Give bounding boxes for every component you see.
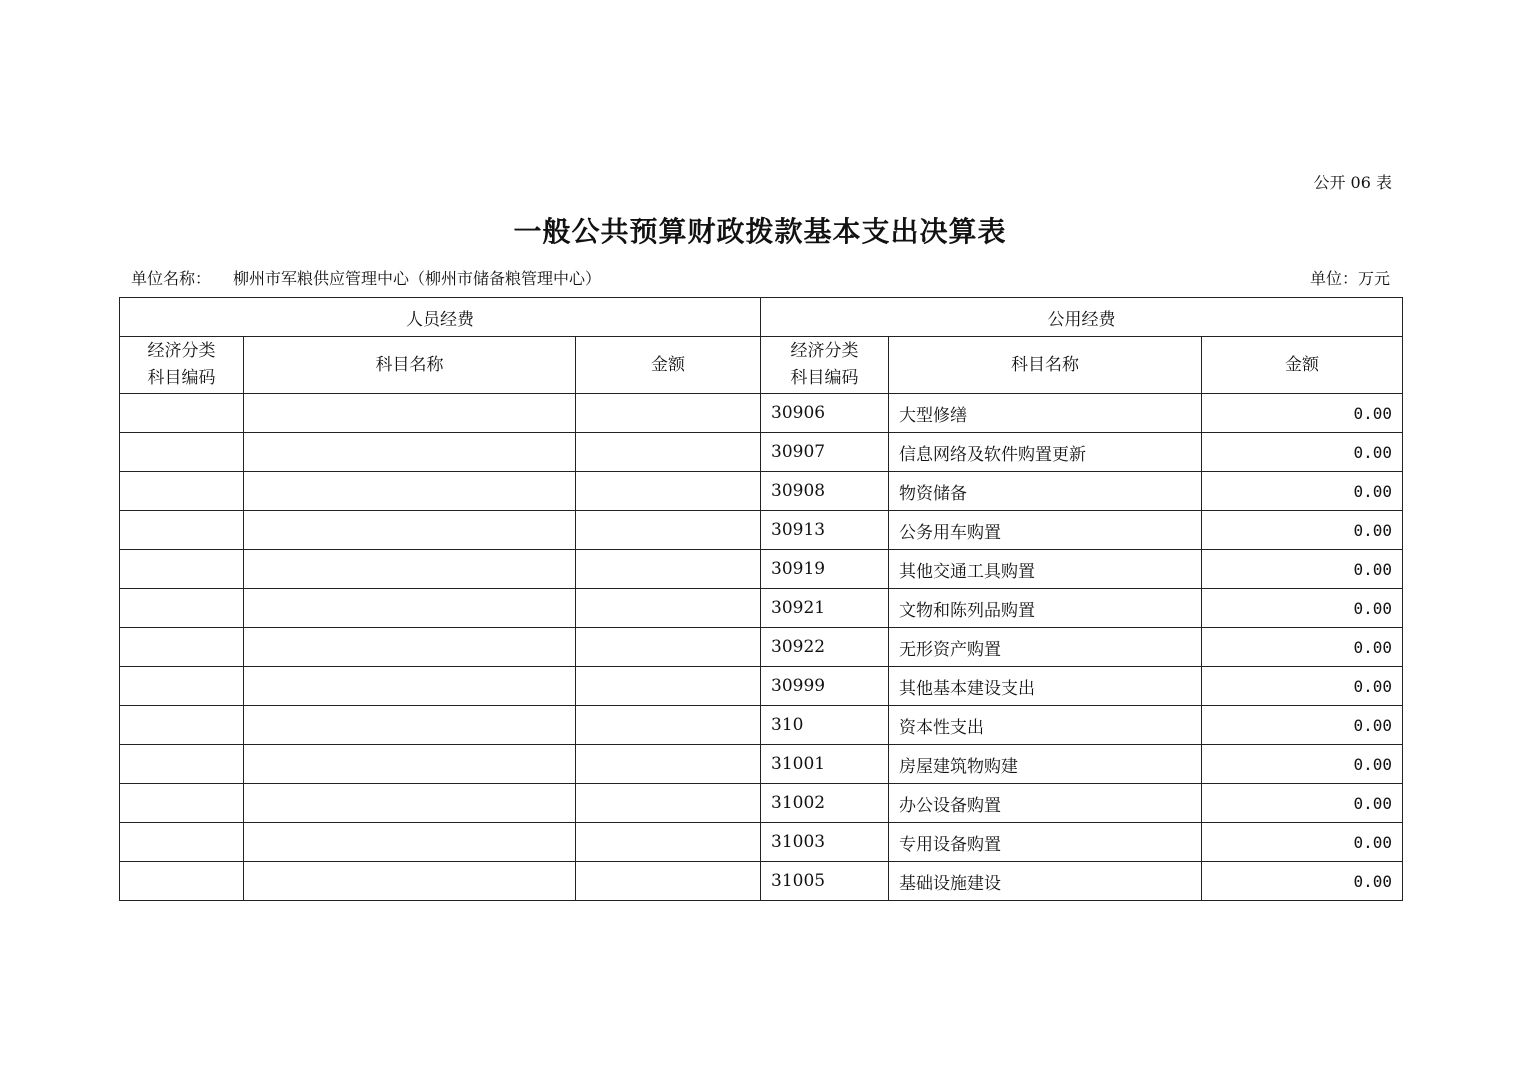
table-row <box>120 706 1403 745</box>
personnel-amount-cell <box>576 862 761 901</box>
table-row <box>120 862 1403 901</box>
public-name-cell: 无形资产购置 <box>889 628 1202 667</box>
code-header-line2: 科目编码 <box>790 368 859 388</box>
personnel-amount-cell <box>576 628 761 667</box>
unit-name-value: 柳州市军粮供应管理中心（柳州市储备粮管理中心） <box>233 269 602 288</box>
public-code-cell: 310 <box>761 706 889 745</box>
personnel-name-cell <box>244 823 576 862</box>
public-code-cell: 30921 <box>761 589 889 628</box>
public-code-cell: 30908 <box>761 472 889 511</box>
personnel-code-cell <box>120 550 244 589</box>
personnel-amount-cell <box>576 823 761 862</box>
personnel-code-cell <box>120 862 244 901</box>
table-row <box>120 550 1403 589</box>
public-name-cell: 办公设备购置 <box>889 784 1202 823</box>
personnel-code-cell <box>120 472 244 511</box>
personnel-name-cell <box>244 628 576 667</box>
public-name-cell: 文物和陈列品购置 <box>889 589 1202 628</box>
public-name-cell: 房屋建筑物购建 <box>889 745 1202 784</box>
personnel-name-cell <box>244 589 576 628</box>
public-name-cell: 信息网络及软件购置更新 <box>889 433 1202 472</box>
personnel-code-cell <box>120 784 244 823</box>
public-code-cell: 30922 <box>761 628 889 667</box>
personnel-name-cell <box>244 550 576 589</box>
public-code-cell: 31005 <box>761 862 889 901</box>
code-header-line1: 经济分类 <box>147 341 216 361</box>
personnel-amount-cell <box>576 472 761 511</box>
public-amount-cell: 0.00 <box>1202 862 1403 901</box>
public-code-header <box>761 337 889 394</box>
table-row <box>120 433 1403 472</box>
currency-unit: 单位：万元 <box>1309 269 1390 288</box>
personnel-amount-cell <box>576 589 761 628</box>
public-expense-header: 公用经费 <box>761 298 1403 337</box>
public-amount-cell: 0.00 <box>1202 589 1403 628</box>
public-name-header: 科目名称 <box>889 337 1202 394</box>
public-name-cell: 物资储备 <box>889 472 1202 511</box>
personnel-code-cell <box>120 589 244 628</box>
public-name-cell: 公务用车购置 <box>889 511 1202 550</box>
budget-table <box>119 297 1403 901</box>
personnel-amount-cell <box>576 706 761 745</box>
public-amount-cell: 0.00 <box>1202 433 1403 472</box>
table-row <box>120 667 1403 706</box>
public-code-cell: 31003 <box>761 823 889 862</box>
public-amount-cell: 0.00 <box>1202 550 1403 589</box>
unit-name-label: 单位名称： <box>131 269 212 288</box>
personnel-amount-header: 金额 <box>576 337 761 394</box>
public-name-cell: 大型修缮 <box>889 394 1202 433</box>
public-amount-cell: 0.00 <box>1202 823 1403 862</box>
public-amount-cell: 0.00 <box>1202 667 1403 706</box>
personnel-name-header: 科目名称 <box>244 337 576 394</box>
public-code-cell: 30906 <box>761 394 889 433</box>
personnel-name-cell <box>244 706 576 745</box>
public-amount-cell: 0.00 <box>1202 511 1403 550</box>
table-row <box>120 784 1403 823</box>
personnel-amount-cell <box>576 511 761 550</box>
public-amount-cell: 0.00 <box>1202 394 1403 433</box>
personnel-code-cell <box>120 433 244 472</box>
personnel-name-cell <box>244 433 576 472</box>
public-amount-cell: 0.00 <box>1202 784 1403 823</box>
code-header-line2: 科目编码 <box>147 368 216 388</box>
column-header-row <box>120 337 1403 394</box>
public-name-cell: 专用设备购置 <box>889 823 1202 862</box>
personnel-code-cell <box>120 667 244 706</box>
group-header-row <box>120 298 1403 337</box>
public-code-cell: 30919 <box>761 550 889 589</box>
personnel-name-cell <box>244 862 576 901</box>
public-amount-cell: 0.00 <box>1202 472 1403 511</box>
personnel-amount-cell <box>576 394 761 433</box>
public-name-cell: 其他基本建设支出 <box>889 667 1202 706</box>
personnel-amount-cell <box>576 667 761 706</box>
code-header-line1: 经济分类 <box>790 341 859 361</box>
table-row <box>120 589 1403 628</box>
table-row <box>120 823 1403 862</box>
personnel-code-cell <box>120 394 244 433</box>
public-amount-header: 金额 <box>1202 337 1403 394</box>
form-number: 公开 06 表 <box>1313 173 1392 192</box>
public-amount-cell: 0.00 <box>1202 628 1403 667</box>
table-row <box>120 745 1403 784</box>
unit-name-line <box>131 266 601 289</box>
personnel-amount-cell <box>576 433 761 472</box>
public-code-cell: 30913 <box>761 511 889 550</box>
personnel-amount-cell <box>576 745 761 784</box>
personnel-name-cell <box>244 472 576 511</box>
public-amount-cell: 0.00 <box>1202 706 1403 745</box>
table-row <box>120 628 1403 667</box>
public-code-cell: 31001 <box>761 745 889 784</box>
personnel-code-cell <box>120 628 244 667</box>
public-amount-cell: 0.00 <box>1202 745 1403 784</box>
personnel-amount-cell <box>576 550 761 589</box>
personnel-name-cell <box>244 784 576 823</box>
public-code-cell: 30999 <box>761 667 889 706</box>
public-name-cell: 资本性支出 <box>889 706 1202 745</box>
personnel-name-cell <box>244 745 576 784</box>
personnel-code-cell <box>120 511 244 550</box>
public-name-cell: 基础设施建设 <box>889 862 1202 901</box>
public-code-cell: 31002 <box>761 784 889 823</box>
personnel-code-header <box>120 337 244 394</box>
personnel-name-cell <box>244 394 576 433</box>
personnel-code-cell <box>120 823 244 862</box>
table-row <box>120 511 1403 550</box>
public-name-cell: 其他交通工具购置 <box>889 550 1202 589</box>
personnel-name-cell <box>244 667 576 706</box>
personnel-expense-header: 人员经费 <box>120 298 761 337</box>
personnel-code-cell <box>120 745 244 784</box>
personnel-amount-cell <box>576 784 761 823</box>
page-title: 一般公共预算财政拨款基本支出决算表 <box>513 215 1007 248</box>
personnel-code-cell <box>120 706 244 745</box>
personnel-name-cell <box>244 511 576 550</box>
table-row <box>120 394 1403 433</box>
public-code-cell: 30907 <box>761 433 889 472</box>
table-row <box>120 472 1403 511</box>
